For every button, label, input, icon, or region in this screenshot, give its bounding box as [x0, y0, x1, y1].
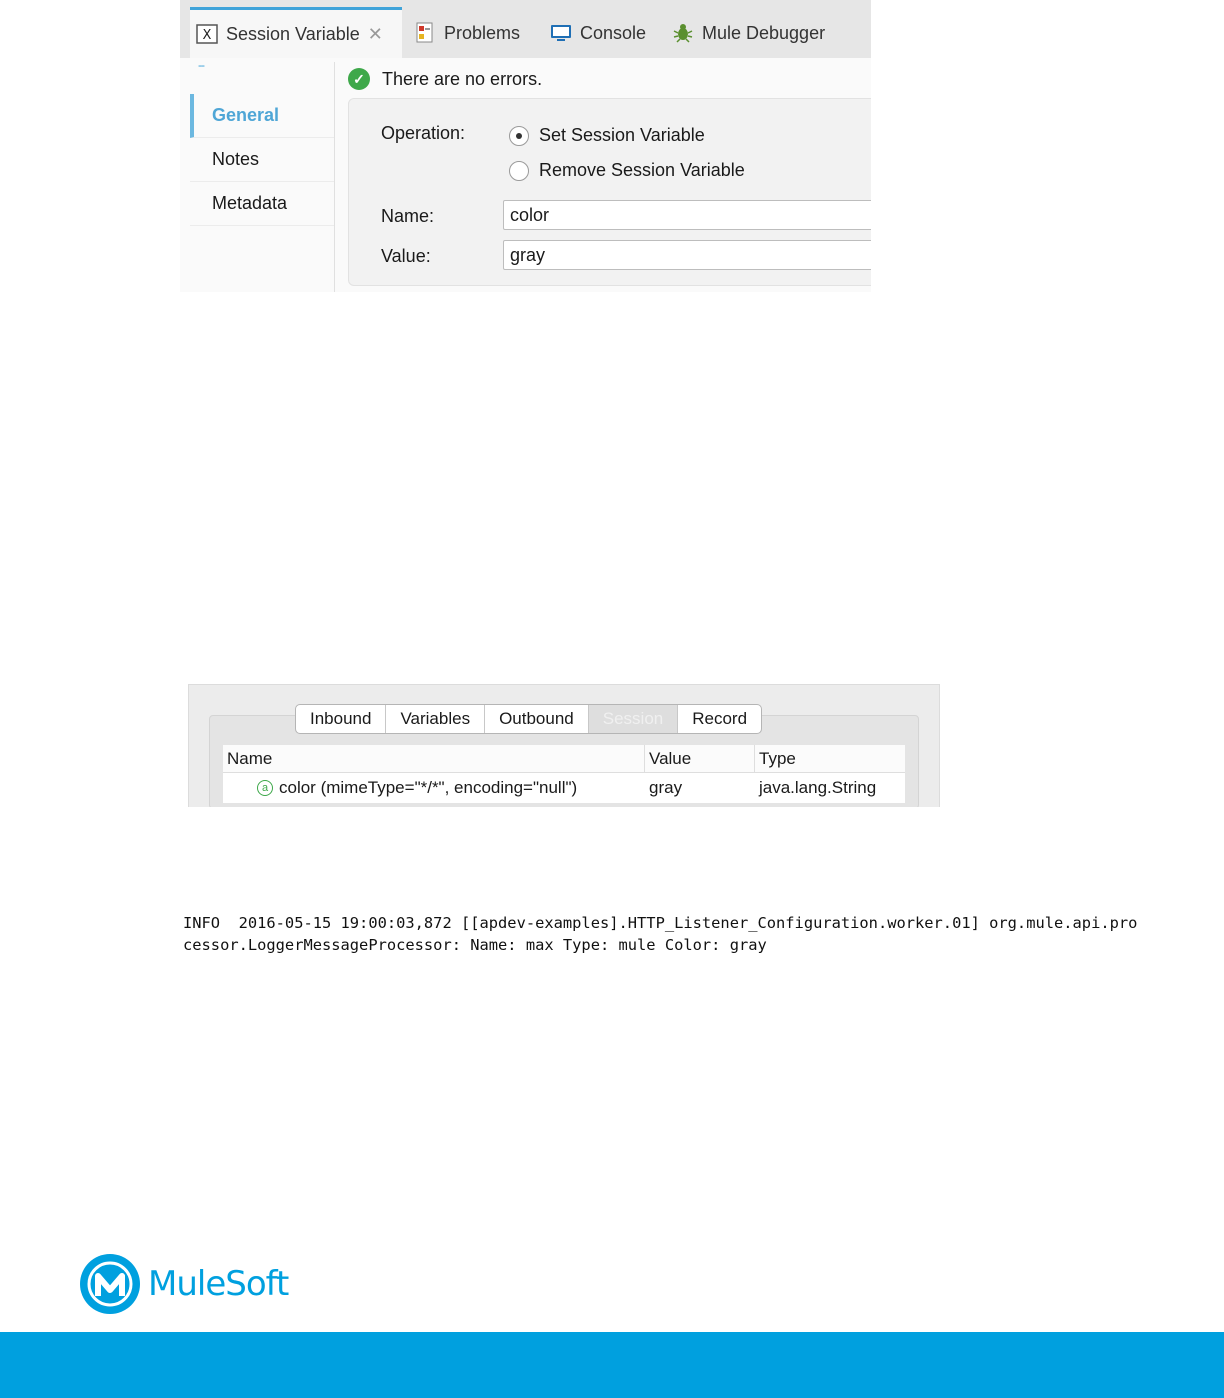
mule-debugger-panel	[188, 684, 940, 807]
operation-label: Operation:	[381, 123, 466, 143]
bug-icon	[672, 22, 694, 44]
value-field[interactable]: gray	[503, 240, 871, 270]
tab-console[interactable]	[550, 8, 646, 58]
sidenav-item-notes[interactable]: Notes	[190, 138, 334, 182]
properties-sidenav	[190, 94, 334, 226]
column-header-value[interactable]: Value	[645, 745, 755, 772]
session-variables-table	[223, 745, 905, 803]
cell-type: java.lang.String	[759, 778, 877, 797]
tab-label: Problems	[444, 22, 521, 43]
radio-button-selected[interactable]	[509, 126, 529, 146]
radio-remove-session-variable[interactable]	[509, 160, 745, 181]
cell-value: gray	[649, 778, 683, 797]
segment-outbound[interactable]: Outbound	[485, 705, 589, 733]
segment-inbound[interactable]: Inbound	[296, 705, 386, 733]
check-circle-icon: ✓	[348, 68, 370, 90]
console-log-output	[183, 912, 1137, 956]
console-icon	[550, 22, 572, 44]
name-label: Name:	[381, 206, 435, 226]
tab-session-variable[interactable]	[190, 7, 402, 58]
view-tab-bar	[180, 0, 871, 58]
table-header	[223, 745, 905, 773]
tab-mule-debugger[interactable]	[672, 8, 825, 58]
session-variable-icon	[196, 23, 218, 45]
log-line: INFO 2016-05-15 19:00:03,872 [[apdev-examples].HTTP_Listener_Configuration.worker.01] org.mule.api.pro	[183, 914, 1138, 932]
column-header-type[interactable]: Type	[759, 749, 796, 768]
value-label: Value:	[381, 246, 431, 266]
radio-label: Set Session Variable	[539, 125, 705, 145]
sidenav-item-metadata[interactable]: Metadata	[190, 182, 334, 226]
validation-status	[348, 68, 542, 90]
segment-record[interactable]: Record	[692, 709, 748, 728]
radio-set-session-variable[interactable]	[509, 125, 705, 146]
session-variable-properties-panel	[180, 0, 871, 292]
debugger-segment-control	[295, 704, 762, 734]
tab-dash-marker: --	[198, 58, 204, 72]
problems-icon	[414, 22, 436, 44]
close-icon[interactable]: ✕	[367, 23, 383, 44]
logo-wordmark: MuleSoft	[148, 1264, 289, 1304]
general-form	[348, 98, 871, 286]
radio-button[interactable]	[509, 161, 529, 181]
footer-bar	[0, 1332, 1224, 1398]
mulesoft-logo-icon	[80, 1254, 140, 1314]
column-header-name[interactable]: Name	[223, 745, 645, 772]
table-row[interactable]	[223, 773, 905, 803]
tab-label: Mule Debugger	[702, 22, 826, 43]
attribute-icon: a	[257, 780, 273, 796]
segment-session[interactable]: Session	[589, 705, 678, 733]
sidenav-item-general[interactable]: General	[190, 94, 334, 138]
svg-text:X: X	[202, 28, 212, 43]
status-text: There are no errors.	[382, 68, 543, 89]
radio-label: Remove Session Variable	[539, 160, 745, 180]
cell-name-text: color (mimeType="*/*", encoding="null")	[279, 778, 578, 797]
tab-label: Console	[580, 22, 647, 43]
name-field[interactable]: color	[503, 200, 871, 230]
mulesoft-logo	[80, 1254, 288, 1314]
cell-name	[223, 773, 645, 803]
sidenav-divider	[334, 62, 335, 292]
tab-label: Session Variable	[226, 23, 360, 44]
log-line: cessor.LoggerMessageProcessor: Name: max Type: mule Color: gray	[183, 936, 767, 954]
tab-problems[interactable]	[414, 8, 520, 58]
segment-variables[interactable]: Variables	[386, 705, 485, 733]
